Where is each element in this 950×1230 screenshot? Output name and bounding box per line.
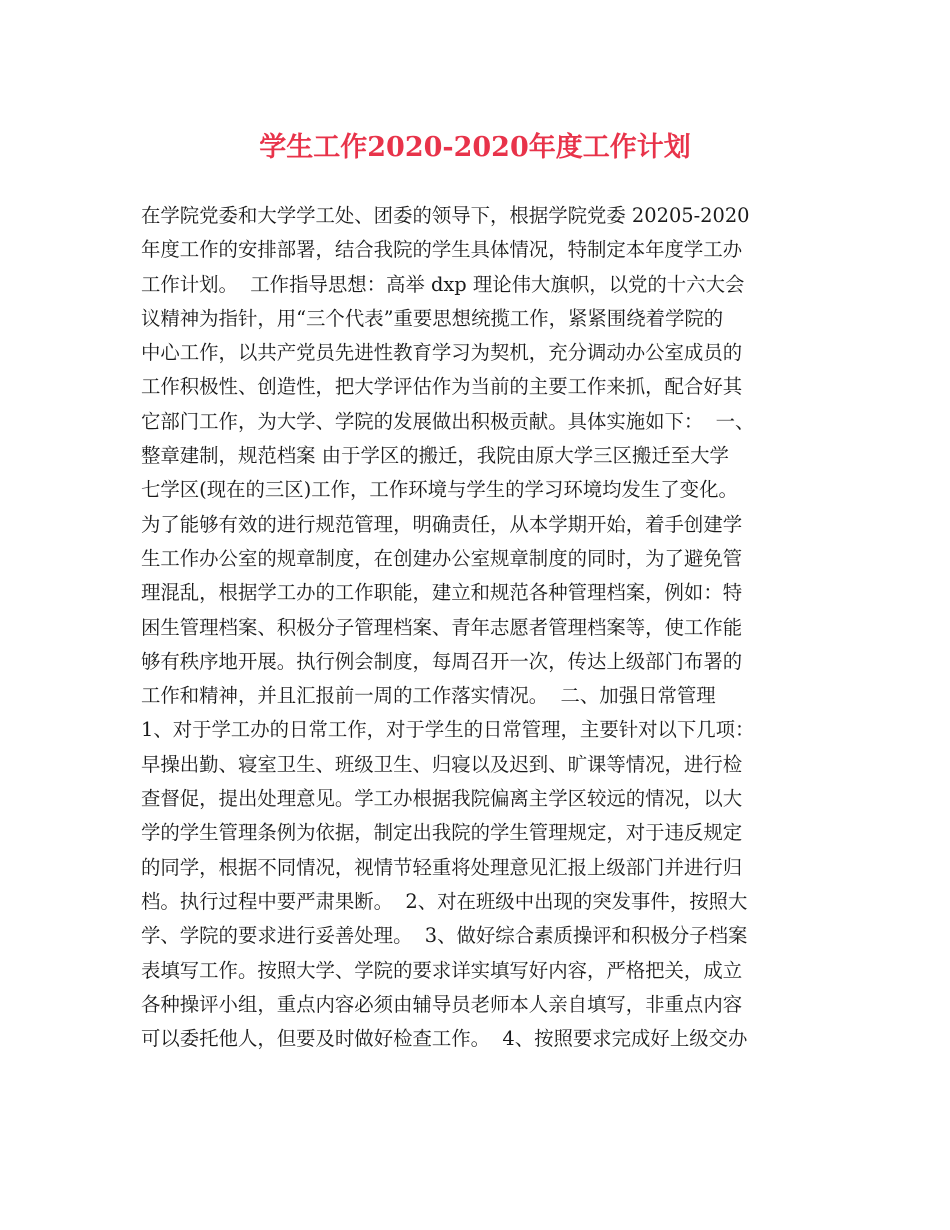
body-line: 工作计划。 工作指导思想：高举 dxp 理论伟大旗帜，以党的十六大会 xyxy=(141,272,745,296)
body-line: 各种操评小组，重点内容必须由辅导员老师本人亲自填写，非重点内容 xyxy=(141,992,743,1016)
body-line: 七学区(现在的三区)工作，工作环境与学生的学习环境均发生了变化。 xyxy=(141,478,738,502)
body-line: 可以委托他人，但要及时做好检查工作。 4、按照要求完成好上级交办 xyxy=(141,1027,748,1051)
body-line: 够有秩序地开展。执行例会制度，每周召开一次，传达上级部门布署的 xyxy=(141,649,743,673)
body-line: 早操出勤、寝室卫生、班级卫生、归寝以及迟到、旷课等情况，进行检 xyxy=(141,752,743,776)
body-line: 学、学院的要求进行妥善处理。 3、做好综合素质操评和积极分子档案 xyxy=(141,924,748,948)
document-title: 学生工作2020-2020年度工作计划 xyxy=(259,132,691,163)
body-line: 它部门工作，为大学、学院的发展做出积极贡献。具体实施如下： 一、 xyxy=(141,409,755,433)
body-line: 工作积极性、创造性，把大学评估作为当前的主要工作来抓，配合好其 xyxy=(141,375,743,399)
body-line: 的同学，根据不同情况，视情节轻重将处理意见汇报上级部门并进行归 xyxy=(141,855,743,879)
body-line: 年度工作的安排部署，结合我院的学生具体情况，特制定本年度学工办 xyxy=(141,238,743,262)
body-line: 困生管理档案、积极分子管理档案、青年志愿者管理档案等，使工作能 xyxy=(141,615,743,639)
body-line: 在学院党委和大学学工处、团委的领导下，根据学院党委 20205-2020 xyxy=(141,204,750,227)
body-line: 学的学生管理条例为依据，制定出我院的学生管理规定，对于违反规定 xyxy=(141,821,743,845)
body-line: 为了能够有效的进行规范管理，明确责任，从本学期开始，着手创建学 xyxy=(141,512,743,536)
body-line: 议精神为指针，用“三个代表”重要思想统揽工作，紧紧围绕着学院的 xyxy=(141,306,724,330)
body-line: 档。执行过程中要严肃果断。 2、对在班级中出现的突发事件，按照大 xyxy=(141,889,748,913)
body-line: 中心工作，以共产党员先进性教育学习为契机，充分调动办公室成员的 xyxy=(141,341,743,365)
body-line: 整章建制，规范档案 由于学区的搬迁，我院由原大学三区搬迁至大学 xyxy=(141,444,729,468)
body-line: 工作和精神，并且汇报前一周的工作落实情况。 二、加强日常管理 xyxy=(141,684,716,708)
body-line: 理混乱，根据学工办的工作职能，建立和规范各种管理档案，例如：特 xyxy=(141,581,743,605)
body-line: 查督促，提出处理意见。学工办根据我院偏离主学区较远的情况，以大 xyxy=(141,787,743,811)
body-line: 1、对于学工办的日常工作，对于学生的日常管理，主要针对以下几项： xyxy=(141,718,755,742)
body-line: 表填写工作。按照大学、学院的要求详实填写好内容，严格把关，成立 xyxy=(141,958,743,982)
document-body xyxy=(141,199,821,1056)
body-line: 生工作办公室的规章制度，在创建办公室规章制度的同时，为了避免管 xyxy=(141,546,743,570)
